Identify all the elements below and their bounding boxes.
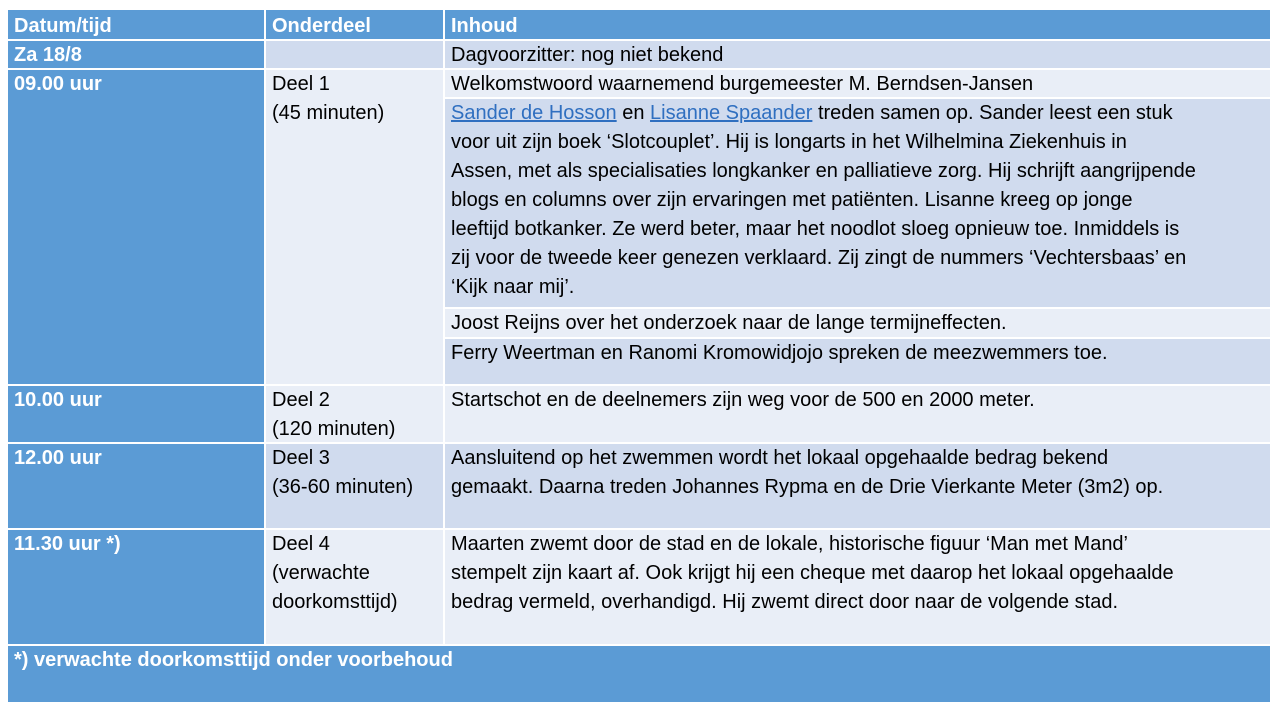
text-segment: en: [616, 102, 651, 124]
time-cell-2: 10.00 uur: [8, 386, 264, 442]
part-cell-4: [266, 530, 443, 644]
part-line: Deel 4: [272, 533, 330, 555]
sander-de-hosson-link[interactable]: Sander de Hosson: [451, 102, 617, 124]
performers-line: blogs en columns over zijn ervaringen met patiënten. Lisanne kreeg op jonge: [451, 189, 1133, 211]
content-cell-2: [445, 386, 1270, 442]
content-cell-4: [445, 530, 1270, 644]
part-line: Deel 2: [272, 389, 330, 411]
time-cell-1: 09.00 uur: [8, 70, 264, 384]
text-segment: treden samen op. Sander leest een stuk: [812, 102, 1173, 124]
content-line: Startschot en de deelnemers zijn weg voor de 500 en 2000 meter.: [451, 389, 1035, 411]
part-cell-3: [266, 444, 443, 528]
performers-line-1: [451, 99, 1264, 128]
header-inhoud: Inhoud: [445, 10, 1270, 39]
time-cell-3: 12.00 uur: [8, 444, 264, 528]
performers-line: ‘Kijk naar mij’.: [451, 276, 575, 298]
part-line: (36-60 minuten): [272, 476, 414, 498]
content-cell-3: [445, 444, 1270, 528]
performers-line: zij voor de tweede keer genezen verklaard. Zij zingt de nummers ‘Vechtersbaas’ en: [451, 247, 1187, 269]
part-cell-1: [266, 70, 443, 384]
part-line: (120 minuten): [272, 418, 396, 440]
performers-cell: [445, 99, 1270, 307]
part-line: (verwachte: [272, 562, 370, 584]
lisanne-spaander-link[interactable]: Lisanne Spaander: [650, 102, 813, 124]
part-line: Deel 3: [272, 447, 330, 469]
content-line: stempelt zijn kaart af. Ook krijgt hij een cheque met daarop het lokaal opgehaalde: [451, 562, 1174, 584]
research-cell: Joost Reijns over het onderzoek naar de lange termijneffecten.: [445, 309, 1270, 337]
speakers-cell: Ferry Weertman en Ranomi Kromowidjojo spreken de meezwemmers toe.: [445, 339, 1270, 384]
performers-line: Assen, met als specialisaties longkanker en palliatieve zorg. Hij schrijft aangrijpende: [451, 160, 1196, 182]
part-line: (45 minuten): [272, 102, 385, 124]
part-line: Deel 1: [272, 73, 330, 95]
part-cell-2: [266, 386, 443, 442]
welcome-cell: Welkomstwoord waarnemend burgemeester M. Berndsen-Jansen: [445, 70, 1270, 97]
part-line: doorkomsttijd): [272, 591, 398, 613]
content-line: Aansluitend op het zwemmen wordt het lokaal opgehaalde bedrag bekend: [451, 447, 1109, 469]
performers-line: voor uit zijn boek ‘Slotcouplet’. Hij is longarts in het Wilhelmina Ziekenhuis in: [451, 131, 1127, 153]
schedule-table: [8, 10, 1270, 702]
day-chair-cell: Dagvoorzitter: nog niet bekend: [445, 41, 1270, 68]
footnote: *) verwachte doorkomsttijd onder voorbehoud: [8, 646, 1270, 702]
date-cell: Za 18/8: [8, 41, 264, 68]
date-part-cell: [266, 41, 443, 68]
time-cell-4: 11.30 uur *): [8, 530, 264, 644]
header-onderdeel: Onderdeel: [266, 10, 443, 39]
performers-line: leeftijd botkanker. Ze werd beter, maar het noodlot sloeg opnieuw toe. Inmiddels is: [451, 218, 1180, 240]
content-line: gemaakt. Daarna treden Johannes Rypma en de Drie Vierkante Meter (3m2) op.: [451, 476, 1164, 498]
content-line: bedrag vermeld, overhandigd. Hij zwemt direct door naar de volgende stad.: [451, 591, 1119, 613]
content-line: Maarten zwemt door de stad en de lokale, historische figuur ‘Man met Mand’: [451, 533, 1129, 555]
header-datum-tijd: Datum/tijd: [8, 10, 264, 39]
